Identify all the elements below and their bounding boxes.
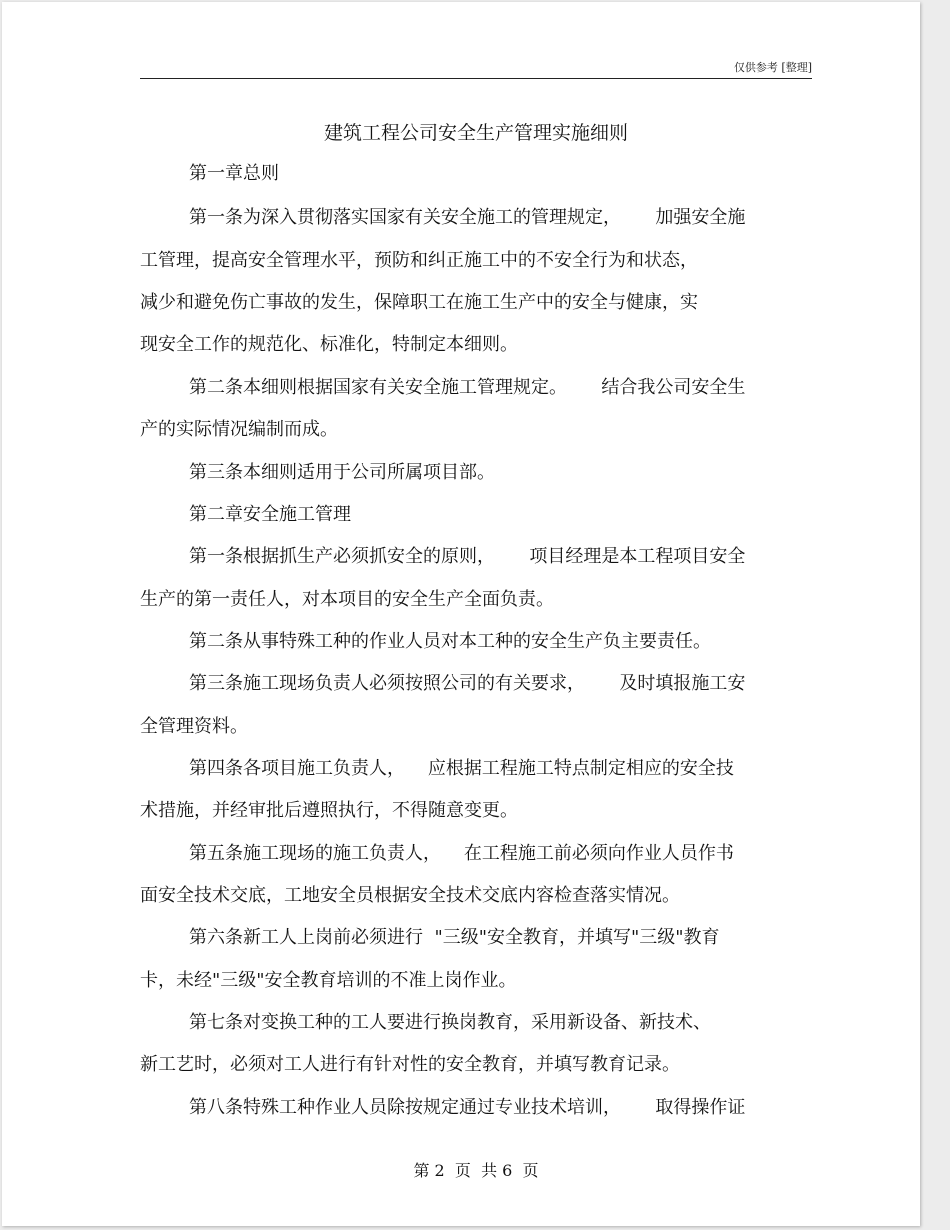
paragraph-line: 第五条施工现场的施工负责人， 在工程施工前必须向作业人员作书	[189, 843, 734, 864]
document-title: 建筑工程公司安全生产管理实施细则	[323, 122, 628, 144]
paragraph-line: 面安全技术交底，工地安全员根据安全技术交底内容检查落实情况。	[140, 885, 680, 906]
chapter-heading: 第二章安全施工管理	[189, 504, 351, 525]
paragraph-line: 生产的第一责任人，对本项目的安全生产全面负责。	[140, 589, 554, 610]
paragraph-line: 第三条施工现场负责人必须按照公司的有关要求， 及时填报施工安	[189, 673, 746, 694]
paragraph-line: 产的实际情况编制而成。	[140, 419, 338, 440]
paragraph-line: 第四条各项目施工负责人， 应根据工程施工特点制定相应的安全技	[189, 758, 734, 779]
paragraph-line: 第三条本细则适用于公司所属项目部。	[189, 462, 495, 483]
paragraph-line: 新工艺时，必须对工人进行有针对性的安全教育，并填写教育记录。	[140, 1054, 680, 1075]
page-header	[140, 56, 812, 79]
paragraph-line: 减少和避免伤亡事故的发生，保障职工在施工生产中的安全与健康，实	[140, 292, 698, 313]
document-page	[2, 2, 920, 1226]
paragraph-line: 第六条新工人上岗前必须进行 "三级"安全教育，并填写"三级"教育	[189, 927, 720, 948]
page-footer: 第 2 页 共 6 页	[413, 1161, 539, 1180]
paragraph-line: 第一条为深入贯彻落实国家有关安全施工的管理规定， 加强安全施	[189, 207, 746, 228]
paragraph-line: 第二条从事特殊工种的作业人员对本工种的安全生产负主要责任。	[189, 631, 711, 652]
chapter-heading: 第一章总则	[189, 163, 279, 184]
paragraph-line: 术措施，并经审批后遵照执行，不得随意变更。	[140, 800, 518, 821]
paragraph-line: 工管理，提高安全管理水平，预防和纠正施工中的不安全行为和状态，	[140, 250, 698, 271]
paragraph-line: 第七条对变换工种的工人要进行换岗教育，采用新设备、新技术、	[189, 1012, 711, 1033]
paragraph-line: 第一条根据抓生产必须抓安全的原则， 项目经理是本工程项目安全	[189, 546, 746, 567]
paragraph-line: 第八条特殊工种作业人员除按规定通过专业技术培训， 取得操作证	[189, 1097, 746, 1118]
paragraph-line: 卡，未经"三级"安全教育培训的不准上岗作业。	[140, 970, 517, 991]
paragraph-line: 现安全工作的规范化、标准化，特制定本细则。	[140, 334, 518, 355]
header-note: 仅供参考 [整理]	[733, 61, 812, 74]
paragraph-line: 第二条本细则根据国家有关安全施工管理规定。 结合我公司安全生	[189, 377, 746, 398]
paragraph-line: 全管理资料。	[140, 716, 248, 737]
